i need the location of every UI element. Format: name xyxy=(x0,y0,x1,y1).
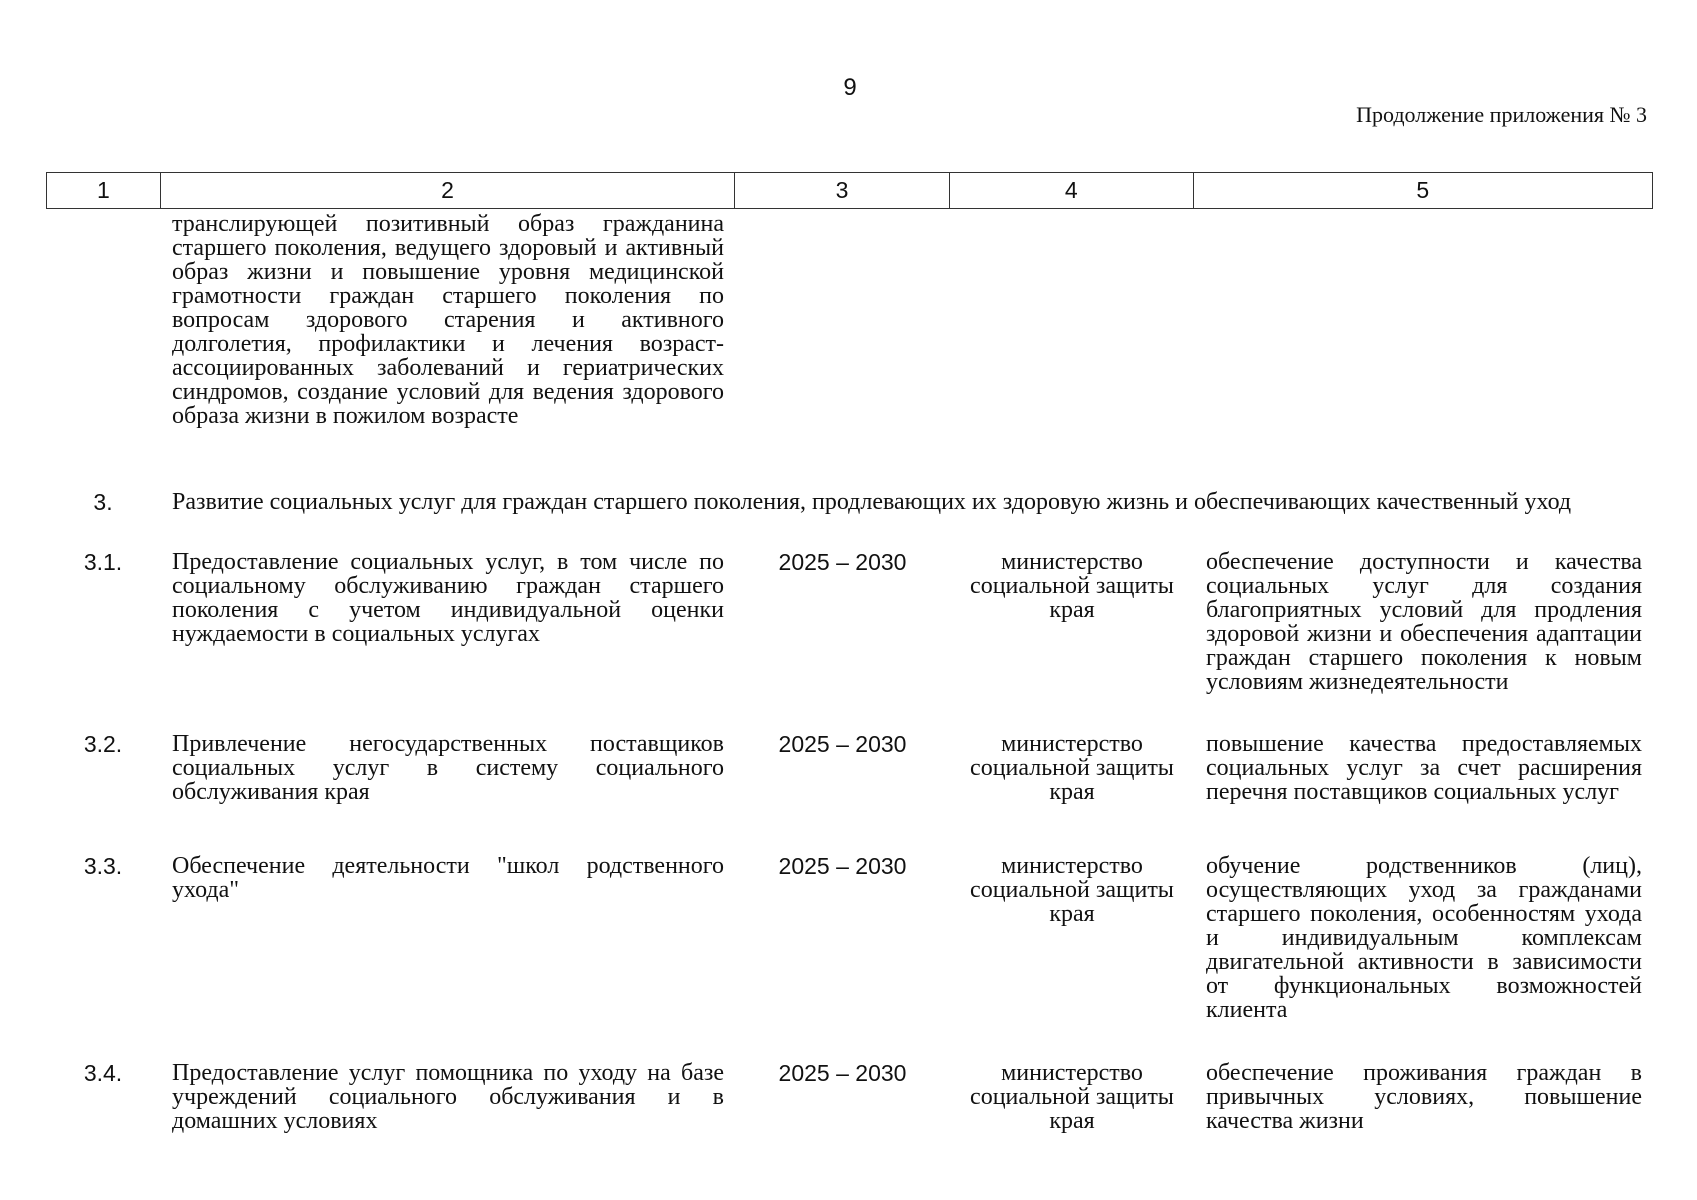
column-header-3: 3 xyxy=(735,173,950,208)
row-number: 3.1. xyxy=(83,549,123,575)
result-cell: обеспечение доступности и качества социальных услуг для создания благоприятных условий для продления здоровой жизни и обеспечения адаптации граждан старшего поколения к новым условиям жизнедеятельности xyxy=(1206,549,1642,695)
period-cell: 2025 – 2030 xyxy=(778,549,907,575)
result-cell: обучение родственников (лиц), осуществляющих уход за гражданами старшего поколения, особенностям ухода и индивидуальным комплексам двигательной активности в зависимости от функциональных возможностей клиента xyxy=(1206,853,1642,1023)
measure-name-cell: Обеспечение деятельности "школ родственного ухода" xyxy=(172,853,724,903)
period-cell: 2025 – 2030 xyxy=(778,1060,907,1086)
column-header-5: 5 xyxy=(1416,177,1430,203)
row-number: 3.2. xyxy=(83,731,123,757)
table-header-row xyxy=(46,172,1653,209)
executor-cell: министерство социальной защиты края xyxy=(970,549,1174,623)
measure-name-cell: Предоставление социальных услуг, в том числе по социальному обслуживанию граждан старшего поколения с учетом индивидуальной оценки нуждаемости в социальных услугах xyxy=(172,549,724,647)
measure-name-cell: Предоставление услуг помощника по уходу на базе учреждений социального обслуживания и в домашних условиях xyxy=(172,1060,724,1134)
executor-cell: министерство социальной защиты края xyxy=(970,853,1174,927)
section-number: 3. xyxy=(93,489,113,515)
column-header-1: 1 xyxy=(47,173,161,208)
row-number: 3.3. xyxy=(83,853,123,879)
row-number: 3.4. xyxy=(83,1060,123,1086)
executor-cell: министерство социальной защиты края xyxy=(970,731,1174,805)
column-header-4: 4 xyxy=(950,173,1194,208)
result-cell: повышение качества предоставляемых социальных услуг за счет расширения перечня поставщиков социальных услуг xyxy=(1206,731,1642,805)
period-cell: 2025 – 2030 xyxy=(778,731,907,757)
measure-name-cell: транслирующей позитивный образ гражданина старшего поколения, ведущего здоровый и активный образ жизни и повышение уровня медицинской грамотности граждан старшего поколения по вопросам здорового старения и активного долголетия, профилактики и лечения возраст-ассоциированных заболеваний и гериатрических синдромов, создание условий для ведения здорового образа жизни в пожилом возрасте xyxy=(172,211,724,429)
period-cell: 2025 – 2030 xyxy=(778,853,907,879)
section-title: Развитие социальных услуг для граждан старшего поколения, продлевающих их здоровую жизнь и обеспечивающих качественный уход xyxy=(172,489,1572,515)
appendix-note: Продолжение приложения № 3 xyxy=(1356,102,1647,127)
result-cell: обеспечение проживания граждан в привычных условиях, повышение качества жизни xyxy=(1206,1060,1642,1134)
executor-cell: министерство социальной защиты края xyxy=(970,1060,1174,1134)
page-number: 9 xyxy=(843,74,857,101)
measure-name-cell: Привлечение негосударственных поставщиков социальных услуг в систему социального обслуживания края xyxy=(172,731,724,805)
column-header-2: 2 xyxy=(161,173,735,208)
